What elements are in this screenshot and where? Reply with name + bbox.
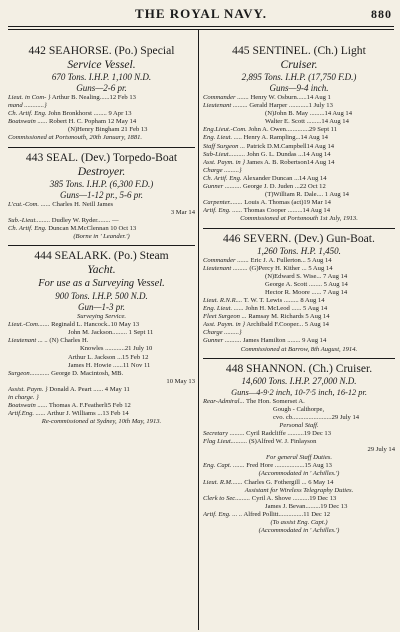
officer-line: James H. Howie ......11 Nov 11	[68, 361, 151, 369]
officer-line: Fleet Surgeon ... Ramsay M. Richards 5 Aug 14	[203, 313, 330, 321]
header-rule	[8, 26, 394, 27]
entry-specs: 1,260 Tons. H.P. 1,450.	[257, 245, 341, 256]
officer-line: Surgeon............ George D. Macintosh, MB.	[8, 369, 124, 377]
officer-line: (N)Henry Bingham 21 Feb 13	[68, 126, 148, 134]
officer-line: Lieutenant ......... Gerald Harper ............1 July 13	[203, 102, 333, 110]
entry-specs: 670 Tons. I.H.P. 1,100 N.D.	[51, 72, 152, 82]
commission-note: (Borne in ' Leander.')	[73, 232, 130, 240]
entry-divider	[203, 228, 395, 229]
officer-line: Gunner .......... George J. D. Juden ...22 Oct 12	[203, 183, 326, 191]
officer-line: L'cut.-Com. ...... Charles H. Neill James	[8, 200, 114, 208]
page-number: 880	[371, 7, 392, 21]
officer-note: (Accommodated in ' Achilles.')	[258, 470, 340, 478]
officer-line: Ch. Artif. Eng. Duncan M.McClennan 10 Oct 13	[8, 224, 137, 232]
officer-line: Gough - Calthorpe,	[273, 405, 325, 413]
officer-line: Artif.Eng. ...... Arthur J. Williams ...13 Feb 14	[8, 410, 129, 418]
officer-line: Sub.-Lieut......... Dudley W. Ryder........ —	[8, 216, 119, 224]
officer-line: Ch. Artif. Eng. John Bronkhorst ........ 9 Apr 13	[8, 110, 132, 118]
officer-line: Staff Surgeon ... Patrick D.M.Campbell14 Aug 14	[203, 142, 335, 150]
officer-line: Assist. Paym. } Donald A. Peart ...... 4 May 11	[8, 385, 130, 393]
entry-specs: 900 Tons. I.H.P. 500 N.D.	[55, 291, 148, 302]
section-heading: Surveying Service.	[76, 313, 127, 321]
column-divider	[198, 30, 199, 630]
entry-seal	[8, 151, 195, 241]
officer-line: Carpenter........ Louis A. Thomas (act)19 Mar 14	[203, 199, 331, 207]
entry-divider	[8, 147, 195, 148]
entry-title-2: Destroyer.	[77, 164, 126, 178]
officer-line: Clerk to Sec......... Cyril A. Shove ..........19 Dec 13	[203, 494, 337, 502]
officer-line: Boatswain ...... Robert H. C. Popham 12 May 14	[8, 118, 137, 126]
officer-line: Walter E. Scott .........14 Aug 14	[265, 118, 349, 126]
officer-line: Knowles ............21 July 10	[80, 345, 153, 353]
entry-guns: Gun—1-3 pr.	[77, 302, 125, 313]
entry-guns: Guns—2-6 pr.	[76, 83, 127, 93]
entry-title-3: For use as a Surveying Vessel.	[38, 278, 165, 290]
officer-line: (N)Edward S. Wise... 7 Aug 14	[265, 272, 348, 280]
entry-specs: 2,895 Tons. I.H.P. (17,750 F.D.)	[241, 72, 357, 82]
officer-line: Charge .........}	[203, 166, 242, 174]
left-column	[8, 44, 195, 630]
officer-note: (To assist Eng. Capt.)	[270, 519, 328, 527]
officer-line: Secretary ......... Cyril Radcliffe ..........19 Dec 13	[203, 430, 332, 437]
entry-title: 448 SHANNON. (Ch.) Cruiser.	[225, 361, 373, 375]
officer-line: Eng. Capt. ....... Fred Hore ..................15 Aug 13	[203, 462, 332, 470]
entry-guns: Guns—4-9·2 inch, 10-7·5 inch, 16-12 pr.	[231, 387, 367, 397]
officer-line: Lieutenant ... .. (N) Charles H.	[8, 337, 89, 345]
entry-title-2: Service Vessel.	[67, 58, 136, 71]
entry-sealark	[8, 249, 195, 426]
running-header	[8, 3, 394, 25]
officer-line: Lieut. R.N.R.... T. W. T. Lewis ......... 8 Aug 14	[203, 296, 325, 304]
officer-line: Commander ....... Eric J. A. Fullerton... 5 Aug 14	[203, 256, 332, 264]
section-heading: Personal Staff.	[279, 421, 319, 429]
entry-sentinel	[203, 44, 395, 224]
officer-line: Eng.Lieut.-Com. John A. Owen..............29 Sept 11	[203, 126, 338, 134]
entry-specs: 385 Tons. I.H.P. (6,300 F.D.)	[49, 178, 154, 189]
entry-title-2: Yacht.	[87, 263, 116, 277]
entry-guns: Guns—9-4 inch.	[269, 83, 329, 93]
commission-note: Re-commissioned at Sydney, 10th May, 1913.	[41, 418, 162, 426]
entry-seahorse	[8, 44, 195, 143]
entry-title-2: Cruiser.	[280, 58, 318, 71]
officer-line: Flag Lieut.......... (S)Alfred W. J. Finlayson	[203, 438, 317, 446]
officer-line: Commander ....... Henry W. Osburn......14 Aug 1	[203, 94, 331, 101]
commission-note: Commissioned at Portsmouth, 20th January, 1881.	[8, 134, 143, 142]
officer-line: Artif. Eng. ... .. Alfred Pollitt...............11 Dec 12	[203, 510, 331, 518]
officer-line: Lieut.-Com....... Reginald L. Hancock..10 May 13	[8, 321, 140, 329]
officer-line: Lieut. R.M....... Charles G. Fothergill ... 6 May 14	[203, 478, 334, 486]
entry-title: 444 SEALARK. (Po.) Steam	[34, 249, 169, 263]
officer-line: 10 May 13	[166, 377, 195, 385]
officer-line: James J. Bevan.........19 Dec 13	[265, 502, 348, 510]
officer-line: 3 Mar 14	[170, 208, 195, 216]
commission-note: Commissioned at Barrow, 8th August, 1914.	[240, 345, 358, 353]
entry-shannon	[203, 362, 395, 536]
officer-line: Asst. Paym. in } James A. B. Robertson14 Aug 14	[203, 158, 335, 166]
officer-line: Arthur L. Jackson ...15 Feb 12	[68, 353, 149, 361]
entry-guns: Guns—1-12 pr., 5-6 pr.	[59, 189, 143, 200]
officer-line: cvo. cb........................29 July 14	[273, 413, 360, 421]
right-column	[203, 44, 395, 630]
officer-line: John M. Jackson......... 1 Sept 11	[68, 329, 154, 337]
officer-line: Ch. Artif. Eng. Alexander Duncan ...14 Aug 14	[203, 174, 327, 182]
officer-line: 29 July 14	[367, 446, 395, 454]
officer-line: Artif. Eng. ...... Thomas Cooper .........14 Aug 14	[203, 207, 330, 215]
section-heading: For general Staff Duties.	[266, 454, 332, 462]
officer-line: mand ............}	[8, 102, 47, 110]
officer-line: Sub-Lieut.......... John G. L. Dundas ...14 Aug 14	[203, 150, 331, 158]
officer-line: Eng. Lieut. ...... John H. McLeod ...... 5 Aug 14	[203, 305, 328, 313]
running-title: THE ROYAL NAVY.	[135, 6, 267, 21]
officer-line: Rear-Admiral... The Hon. Somerset A.	[203, 397, 305, 405]
officer-line: Hector R. Moore ...... 7 Aug 14	[265, 288, 348, 296]
officer-line: Asst. Paym. in } Archibald F.Cooper... 5 Aug 14	[203, 321, 329, 329]
officer-line: Gunner .......... James Hamilton ........ 9 Aug 14	[203, 337, 327, 345]
entry-title: 443 SEAL. (Dev.) Torpedo-Boat	[25, 150, 178, 164]
officer-note: (Accommodated in ' Achilles.')	[258, 527, 340, 535]
officer-line: Charge .........}	[203, 329, 242, 337]
entry-title: 442 SEAHORSE. (Po.) Special	[28, 44, 175, 57]
officer-line: Lieutenant ......... (G)Percy H. Kither ... 5 Aug 14	[203, 264, 333, 272]
officer-line: (T)William R. Dale.... 1 Aug 14	[265, 191, 349, 199]
entry-severn	[203, 232, 395, 354]
officer-line: in charge. }	[8, 393, 39, 401]
officer-line: Eng. Lieut. ..... Henry A. Rampling...14 Aug 14	[203, 134, 328, 142]
entry-title: 445 SENTINEL. (Ch.) Light	[232, 44, 366, 57]
entry-divider	[8, 245, 195, 246]
entry-specs: 14,600 Tons. I.H.P. 27,000 N.D.	[241, 375, 357, 386]
officer-line: Boatswain ...... Thomas A. F.Featherli5 Feb 12	[8, 402, 131, 410]
officer-line: Lieut. in Com- } Arthur B. Nealing......12 Feb 13	[8, 94, 136, 101]
officer-note: Assistant for Wireless Telegraphy Duties.	[244, 486, 354, 494]
entry-title: 446 SEVERN. (Dev.) Gun-Boat.	[223, 231, 375, 245]
officer-line: (N)John B. May .........14 Aug 14	[265, 110, 352, 118]
commission-note: Commissioned at Portsmouth 1st July, 1913.	[240, 215, 358, 223]
entry-divider	[203, 358, 395, 359]
officer-line: George A. Scott ........ 5 Aug 14	[265, 280, 348, 288]
header-rule-2	[8, 29, 394, 30]
